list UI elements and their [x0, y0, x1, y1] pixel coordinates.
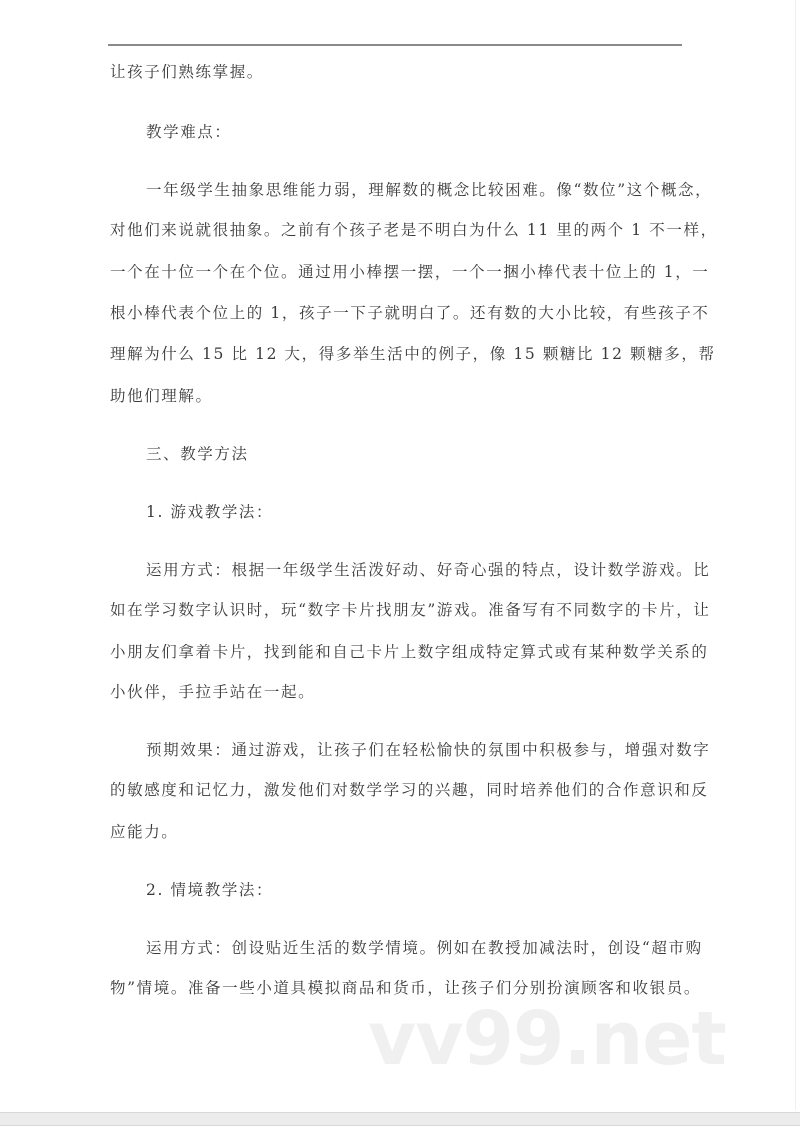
subheading-game-method: 1. 游戏教学法：: [146, 503, 274, 521]
page-footer-strip: [0, 1112, 800, 1126]
heading-teaching-difficulties: 教学难点：: [146, 123, 232, 141]
text-line: 让孩子们熟练掌握。: [110, 63, 264, 81]
text-line: 小伙伴，手拉手站在一起。: [110, 683, 316, 701]
section-heading-teaching-methods: 三、教学方法: [146, 445, 249, 463]
text-line: 运用方式：根据一年级学生活泼好动、好奇心强的特点，设计数学游戏。比: [146, 561, 711, 579]
page-edge: [795, 0, 796, 1110]
text-line: 应能力。: [110, 823, 179, 841]
header-rule: [108, 44, 682, 46]
text-line: 助他们理解。: [110, 387, 213, 405]
text-line: 如在学习数字认识时，玩“数字卡片找朋友”游戏。准备写有不同数字的卡片，让: [110, 601, 711, 619]
text-line: 理解为什么 15 比 12 大，得多举生活中的例子，像 15 颗糖比 12 颗糖多，帮: [110, 345, 716, 363]
subheading-situational-method: 2. 情境教学法：: [146, 881, 274, 899]
text-line: 运用方式：创设贴近生活的数学情境。例如在教授加减法时，创设“超市购: [146, 939, 703, 957]
text-line: 小朋友们拿着卡片，找到能和自己卡片上数字组成特定算式或有某种数学关系的: [110, 643, 709, 661]
text-line: 对他们来说就很抽象。之前有个孩子老是不明白为什么 11 里的两个 1 不一样，: [110, 221, 718, 239]
text-line: 预期效果：通过游戏，让孩子们在轻松愉快的氛围中积极参与，增强对数字: [146, 741, 711, 759]
watermark: vv99.net: [368, 996, 726, 1082]
text-line: 一年级学生抽象思维能力弱，理解数的概念比较困难。像“数位”这个概念，: [146, 181, 713, 199]
text-line: 物”情境。准备一些小道具模拟商品和货币，让孩子们分别扮演顾客和收银员。: [110, 979, 701, 997]
text-line: 根小棒代表个位上的 1，孩子一下子就明白了。还有数的大小比较，有些孩子不: [110, 304, 710, 322]
text-line: 一个在十位一个在个位。通过用小棒摆一摆，一个一捆小棒代表十位上的 1，一: [110, 263, 710, 281]
text-line: 的敏感度和记忆力，激发他们对数学学习的兴趣，同时培养他们的合作意识和反: [110, 781, 709, 799]
